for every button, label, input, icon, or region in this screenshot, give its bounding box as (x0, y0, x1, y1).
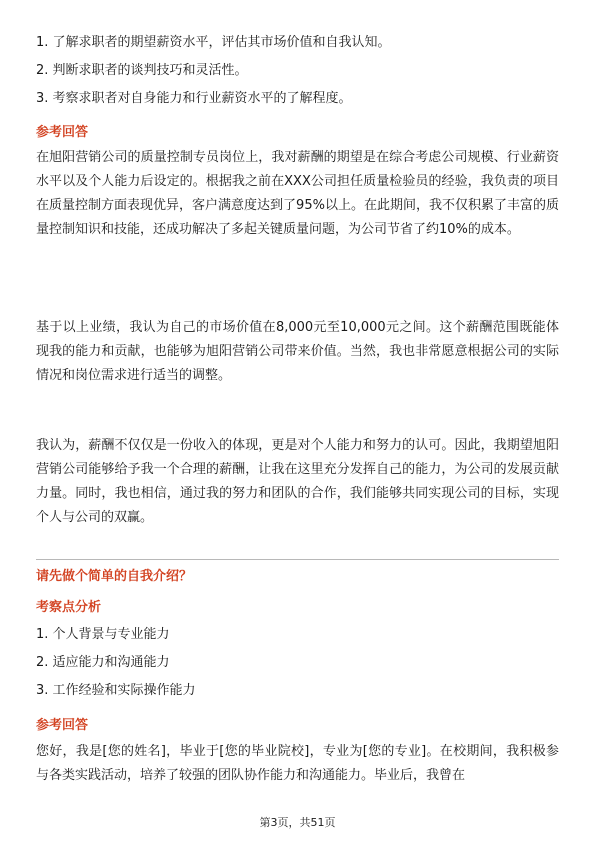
answer-heading: 参考回答 (36, 125, 89, 140)
answer-paragraph: 我认为，薪酬不仅仅是一份收入的体现，更是对个人能力和努力的认可。因此，我期望旭阳营销公司能够给予我一个合理的薪酬，让我在这里充分发挥自己的能力，为公司的发展贡献力量。同时，我也相信，通过我的努力和团队的合作，我们能够共同实现公司的目标，实现个人与公司的双赢。 (36, 438, 559, 525)
question-title: 请先做个简单的自我介绍？ (36, 569, 193, 584)
page-number: 第3页，共51页 (259, 816, 336, 829)
section-divider (36, 559, 559, 560)
list-item: 1. 个人背景与专业能力 (36, 627, 170, 642)
list-item: 3. 工作经验和实际操作能力 (36, 683, 196, 698)
analysis-list (36, 33, 391, 109)
answer-paragraph: 您好，我是[您的姓名]，毕业于[您的毕业院校]，专业为[您的专业]。在校期间，我积极参与各类实践活动，培养了较强的团队协作能力和沟通能力。毕业后，我曾在 (36, 744, 559, 783)
answer-paragraph: 在旭阳营销公司的质量控制专员岗位上，我对薪酬的期望是在综合考虑公司规模、行业薪资水平以及个人能力后设定的。根据我之前在XXX公司担任质量检验员的经验，我负责的项目在质量控制方面表现优异，客户满意度达到了95%以上。在此期间，我不仅积累了丰富的质量控制知识和技能，还成功解决了多起关键质量问题，为公司节省了约10%的成本。 (36, 150, 559, 237)
analysis-heading: 考察点分析 (36, 600, 102, 615)
analysis-list (36, 625, 196, 701)
list-item: 3. 考察求职者对自身能力和行业薪资水平的了解程度。 (36, 91, 352, 106)
answer-paragraph: 基于以上业绩，我认为自己的市场价值在8,000元至10,000元之间。这个薪酬范围既能体现我的能力和贡献，也能够为旭阳营销公司带来价值。当然，我也非常愿意根据公司的实际情况和岗位需求进行适当的调整。 (36, 320, 559, 383)
list-item: 2. 适应能力和沟通能力 (36, 655, 170, 670)
list-item: 1. 了解求职者的期望薪资水平，评估其市场价值和自我认知。 (36, 35, 391, 50)
list-item: 2. 判断求职者的谈判技巧和灵活性。 (36, 63, 248, 78)
answer-heading: 参考回答 (36, 718, 89, 733)
